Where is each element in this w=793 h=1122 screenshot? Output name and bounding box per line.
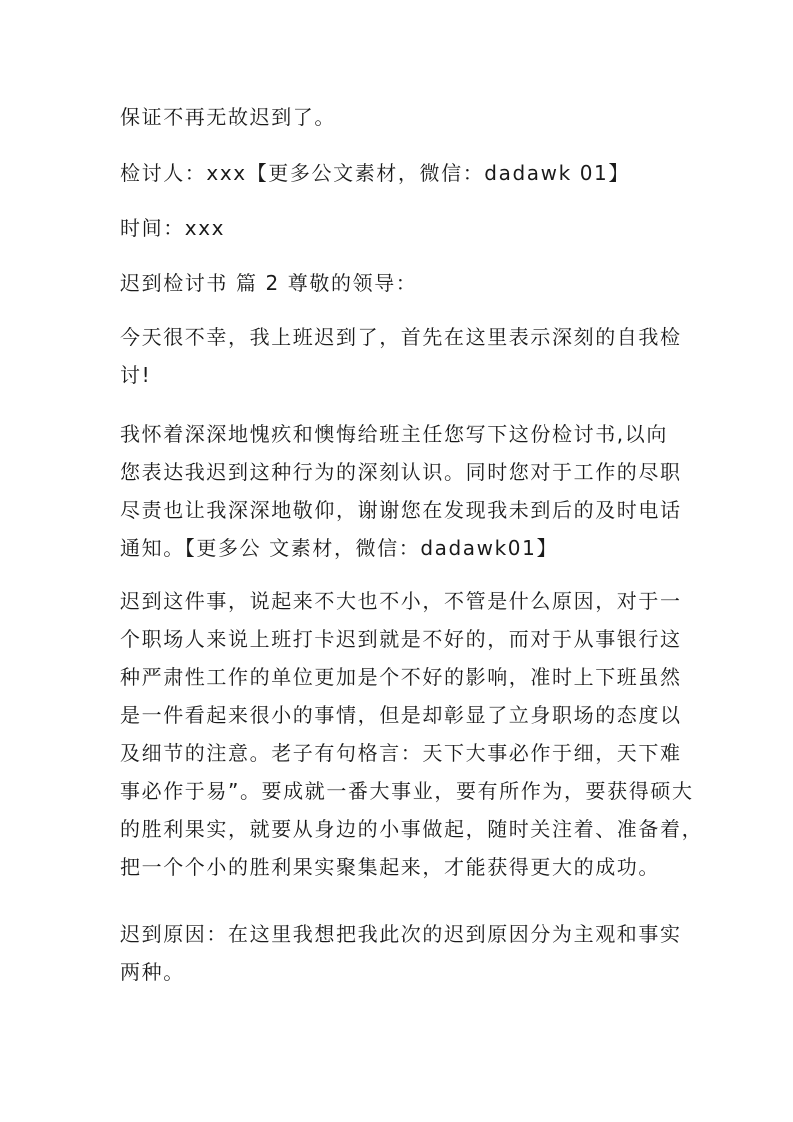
text-line: 事必作于易”。要成就一番大事业，要有所作为，要获得硕大 [120, 779, 694, 803]
text-line: 种严肃性工作的单位更加是个不好的影响，准时上下班虽然 [120, 665, 682, 689]
paragraph-heading-greeting [120, 264, 680, 302]
text-line: 迟到原因：在这里我想把我此次的迟到原因分为主观和事实 [120, 922, 682, 946]
text-line: 个职场人来说上班打卡迟到就是不好的，而对于从事银行这 [120, 627, 682, 651]
text-line: 时间：xxx [120, 216, 226, 240]
text-line: 迟到这件事，说起来不大也不小，不管是什么原因，对于一 [120, 589, 682, 613]
paragraph-reasons [120, 915, 680, 991]
paragraph-apology [120, 415, 680, 567]
text-line: 我怀着深深地愧疚和懊悔给班主任您写下这份检讨书,以向 [120, 422, 668, 446]
text-line: 您表达我迟到这种行为的深刻认识。同时您对于工作的尽职 [120, 460, 682, 484]
text-line: 通知。【更多公 文素材，微信：dadawk01】 [120, 536, 559, 560]
text-line: 的胜利果实，就要从身边的小事做起，随时关注着、准备着， [120, 817, 704, 841]
text-line: 检讨人：xxx【更多公文素材，微信：dadawk 01】 [120, 161, 630, 185]
text-line: 及细节的注意。老子有句格言：天下大事必作于细，天下难 [120, 741, 682, 765]
paragraph-reflection [120, 582, 704, 886]
text-line: 是一件看起来很小的事情，但是却彰显了立身职场的态度以 [120, 703, 682, 727]
paragraph-intro [120, 318, 680, 394]
paragraph-signatory [120, 154, 680, 192]
text-line: 尽责也让我深深地敬仰，谢谢您在发现我未到后的及时电话 [120, 498, 682, 522]
paragraph-guarantee [120, 98, 680, 136]
text-line: 迟到检讨书 篇 2 尊敬的领导： [120, 271, 418, 295]
paragraph-date [120, 209, 680, 247]
text-line: 讨! [120, 363, 152, 387]
text-line: 两种。 [120, 960, 185, 984]
text-line: 把一个个小的胜利果实聚集起来，才能获得更大的成功。 [120, 855, 660, 879]
text-line: 保证不再无故迟到了。 [120, 105, 336, 129]
text-line: 今天很不幸，我上班迟到了，首先在这里表示深刻的自我检 [120, 325, 682, 349]
